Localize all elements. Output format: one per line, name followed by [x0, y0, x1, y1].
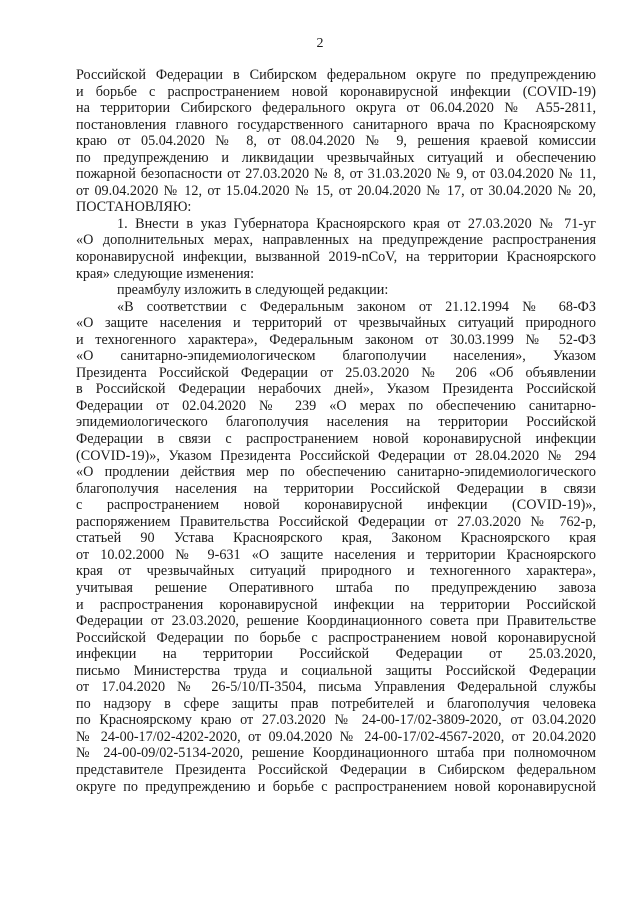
text-line: коронавирусной инфекции, вызванной 2019-nCoV, на территории Красноярского: [76, 249, 596, 266]
text-line: от 09.04.2020 № 12, от 15.04.2020 № 15, от 20.04.2020 № 17, от 30.04.2020 № 20,: [76, 182, 596, 199]
text-line: Президента Российской Федерации от 25.03.2020 № 206 «Об объявлении: [76, 364, 596, 381]
text-line: и техногенного характера», Федеральным законом от 30.03.1999 № 52-ФЗ: [76, 331, 596, 348]
document-body: [76, 67, 596, 795]
text-line: постановления главного государственного санитарного врача по Красноярскому: [76, 116, 596, 133]
text-line: преамбулу изложить в следующей редакции:: [117, 282, 389, 299]
text-line: округе по предупреждению и борьбе с распространением новой коронавирусной: [76, 778, 596, 795]
text-line: и борьбе с распространением новой коронавирусной инфекции (COVID-19): [76, 83, 596, 100]
text-line: с распространением новой коронавирусной инфекции (COVID-19)»,: [76, 497, 596, 514]
text-line: учитывая решение Оперативного штаба по предупреждению завоза: [76, 579, 596, 596]
text-line: инфекции на территории Российской Федерации от 25.03.2020,: [76, 646, 596, 663]
text-line: пожарной безопасности от 27.03.2020 № 8, от 31.03.2020 № 9, от 03.04.2020 № 11,: [76, 166, 596, 183]
text-line: представителе Президента Российской Федерации в Сибирском федеральном: [76, 761, 596, 778]
text-line: в Российской Федерации нерабочих дней», Указом Президента Российской: [76, 381, 596, 398]
text-line: «О защите населения и территорий от чрезвычайных ситуаций природного: [76, 315, 596, 332]
text-line: Федерации в связи с распространением новой коронавирусной инфекции: [76, 431, 596, 448]
text-line: (COVID-19)», Указом Президента Российской Федерации от 28.04.2020 № 294: [76, 447, 596, 464]
text-line: благополучия населения на территории Российской Федерации в связи: [76, 480, 596, 497]
text-line: Федерации от 02.04.2020 № 239 «О мерах по обеспечению санитарно-: [76, 397, 596, 414]
text-line: от 10.02.2000 № 9-631 «О защите населения и территории Красноярского: [76, 546, 596, 563]
text-line: «О продлении действия мер по обеспечению санитарно-эпидемиологического: [76, 464, 596, 481]
text-line: края от чрезвычайных ситуаций природного и техногенного характера»,: [76, 563, 596, 580]
text-line: «В соответствии с Федеральным законом от 21.12.1994 № 68-ФЗ: [117, 298, 596, 315]
text-line: распоряжением Правительства Российской Федерации от 27.03.2020 № 762-р,: [76, 513, 596, 530]
text-line: и распространения коронавирусной инфекции на территории Российской: [76, 596, 596, 613]
text-line: на территории Сибирского федерального округа от 06.04.2020 № А55-2811,: [76, 100, 596, 117]
text-line: по предупреждению и ликвидации чрезвычайных ситуаций и обеспечению: [76, 149, 596, 166]
text-line: эпидемиологического благополучия населения на территории Российской: [76, 414, 596, 431]
text-line: № 24-00-09/02-5134-2020, решение Координационного штаба при полномочном: [76, 745, 596, 762]
text-line: от 17.04.2020 № 26-5/10/П-3504, письма Управления Федеральной службы: [76, 679, 596, 696]
text-line: «О дополнительных мерах, направленных на предупреждение распространения: [76, 232, 596, 249]
text-line: письмо Министерства труда и социальной защиты Российской Федерации: [76, 662, 596, 679]
text-line: по Красноярскому краю от 27.03.2020 № 24-00-17/02-3809-2020, от 03.04.2020: [76, 712, 596, 729]
text-line: края» следующие изменения:: [76, 265, 255, 282]
text-line: статьей 90 Устава Красноярского края, Законом Красноярского края: [76, 530, 596, 547]
text-line: Российской Федерации по борьбе с распространением новой коронавирусной: [76, 629, 596, 646]
text-line: по надзору в сфере защиты прав потребителей и благополучия человека: [76, 695, 596, 712]
text-line: краю от 05.04.2020 № 8, от 08.04.2020 № 9, решения краевой комиссии: [76, 133, 596, 150]
text-line: Российской Федерации в Сибирском федеральном округе по предупреждению: [76, 67, 596, 83]
text-line: № 24-00-17/02-4202-2020, от 09.04.2020 № 24-00-17/02-4567-2020, от 20.04.2020: [76, 728, 596, 745]
text-line: 1. Внести в указ Губернатора Красноярского края от 27.03.2020 № 71-уг: [117, 215, 596, 232]
text-line: «О санитарно-эпидемиологическом благополучии населения», Указом: [76, 348, 596, 365]
text-line: ПОСТАНОВЛЯЮ:: [76, 199, 192, 216]
page-number: 2: [316, 36, 324, 51]
text-line: Федерации от 23.03.2020, решение Координационного совета при Правительстве: [76, 613, 596, 630]
